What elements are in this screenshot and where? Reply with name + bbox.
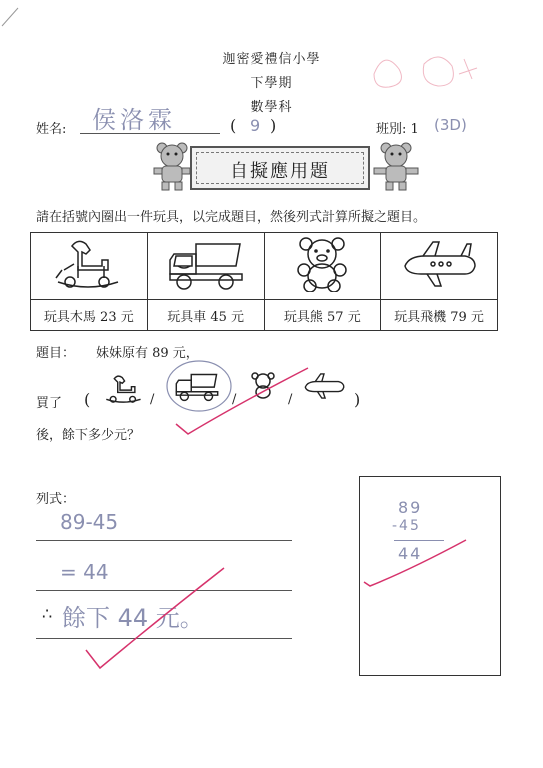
vertical-calc-result: 44: [398, 544, 423, 563]
instruction-text: 請在括號內圈出一件玩具，以完成題目，然後列式計算所擬之題目。: [36, 210, 427, 225]
rocking-horse-icon: [104, 372, 144, 406]
corner-pen-mark: [0, 0, 30, 30]
name-value: 侯洛霖: [92, 106, 176, 134]
toy-cell: [381, 233, 498, 300]
toy-caption: 玩具熊 57 元: [264, 300, 380, 331]
teacher-check-mark: [360, 536, 470, 596]
toy-cell: [147, 233, 264, 300]
toy-caption: 玩具木馬 23 元: [31, 300, 148, 331]
class-number-close: ): [270, 116, 277, 135]
term-label: 下學期: [250, 76, 293, 91]
worksheet-title: 自擬應用題: [230, 161, 330, 182]
working-step2: = 44: [60, 560, 109, 584]
toy-truck-icon: [166, 236, 246, 292]
class-number-open: (: [230, 116, 237, 135]
question-label: 題目：: [36, 346, 76, 361]
toy-caption: 玩具車 45 元: [147, 300, 264, 331]
working-label: 列式：: [36, 492, 76, 507]
class-value: (3D): [434, 116, 467, 134]
stamp-mark: [364, 44, 494, 104]
vertical-calc-minus: -45: [392, 518, 421, 534]
school-name: 迦密愛禮信小學: [222, 52, 321, 67]
teacher-check-mark: [170, 362, 320, 442]
choice-separator: /: [288, 392, 293, 407]
name-underline: [80, 133, 220, 134]
toy-cell: [264, 233, 380, 300]
toy-cell: [31, 233, 148, 300]
question-line1: 妹妹原有 89 元，: [96, 346, 199, 361]
teddy-bear-icon: [292, 236, 352, 292]
therefore-symbol: ∴: [42, 604, 53, 623]
choice-separator: /: [232, 392, 237, 407]
choice-separator: /: [150, 392, 155, 407]
toy-caption: 玩具飛機 79 元: [381, 300, 498, 331]
toy-airplane-icon: [399, 236, 479, 292]
name-label: 姓名:: [36, 122, 67, 137]
choice-close-paren: ): [354, 390, 361, 409]
answer-text: 餘下 44 元。: [62, 604, 204, 632]
subject-label: 數學科: [250, 100, 293, 115]
vertical-calc-top: 89: [398, 498, 423, 517]
question-bought: 買了: [36, 396, 63, 411]
rocking-horse-icon: [54, 236, 124, 292]
title-banner: [190, 146, 370, 190]
working-step1: 89-45: [60, 510, 119, 534]
toy-price-table: [30, 232, 498, 331]
question-line3: 後，餘下多少元？: [36, 428, 141, 443]
class-number-value: 9: [250, 116, 261, 135]
teacher-check-mark: [80, 566, 230, 676]
working-line: [36, 540, 292, 541]
bear-decoration-right-icon: [372, 140, 428, 192]
class-label: 班別: 1: [376, 122, 419, 137]
choice-open-paren: (: [84, 390, 91, 409]
